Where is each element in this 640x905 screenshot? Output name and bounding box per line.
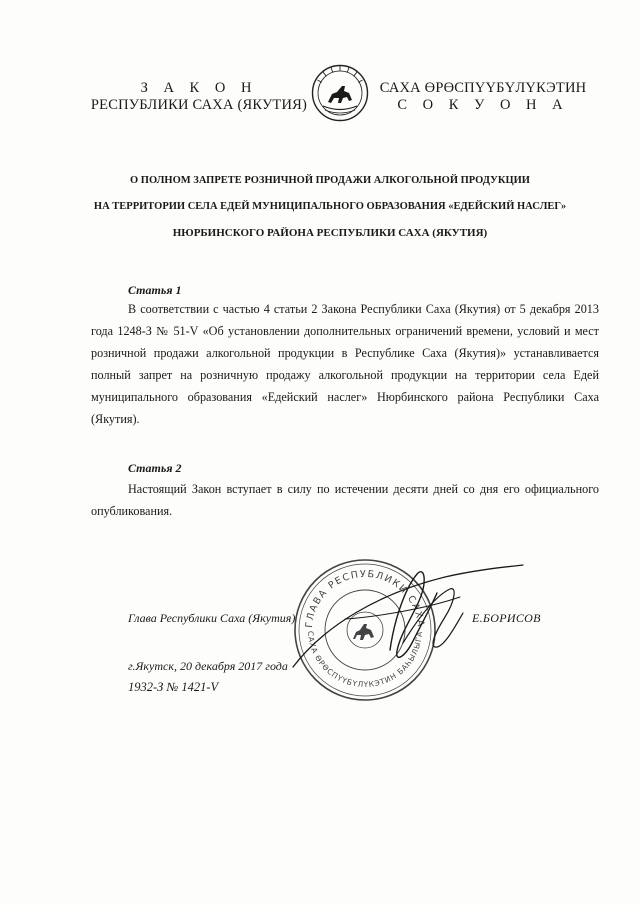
title-line-2: НА ТЕРРИТОРИИ СЕЛА ЕДЕЙ МУНИЦИПАЛЬНОГО ОБРАЗОВАНИЯ «ЕДЕЙСКИЙ НАСЛЕГ» bbox=[93, 201, 567, 212]
header-left bbox=[88, 80, 310, 114]
header-right-law: С О К У О Н А bbox=[397, 97, 569, 113]
title-line-3: НЮРБИНСКОГО РАЙОНА РЕСПУБЛИКИ САХА (ЯКУТИЯ) bbox=[172, 227, 488, 239]
header-right-republic: САХА ӨРӨСПҮҮБҮЛҮКЭТИН bbox=[379, 80, 587, 96]
header-left-republic: РЕСПУБЛИКИ САХА (ЯКУТИЯ) bbox=[90, 97, 308, 113]
coat-of-arms-emblem bbox=[311, 64, 369, 122]
seal-bottom-text: САХА ӨРӨСПҮҮБҮЛҮКЭТИН БАҺЫЛЫГА bbox=[305, 630, 425, 690]
article-1-heading: Статья 1 bbox=[128, 283, 182, 297]
title-line-1: О ПОЛНОМ ЗАПРЕТЕ РОЗНИЧНОЙ ПРОДАЖИ АЛКОГОЛЬНОЙ ПРОДУКЦИИ bbox=[130, 175, 530, 186]
article-2-text: Настоящий Закон вступает в силу по истечении десяти дней со дня его официального опубликования. bbox=[91, 482, 599, 518]
signatory-role: Глава Республики Саха (Якутия) bbox=[128, 611, 296, 625]
seal-top-text: ГЛАВА РЕСПУБЛИКИ САХА bbox=[303, 568, 427, 629]
article-2-heading: Статья 2 bbox=[128, 461, 182, 475]
header-right bbox=[372, 80, 594, 114]
document-title bbox=[60, 168, 600, 246]
signatory-name: Е.БОРИСОВ bbox=[472, 611, 541, 625]
law-number: 1932-З № 1421-V bbox=[128, 680, 219, 694]
article-1-text: В соответствии с частью 4 статьи 2 Закона Республики Саха (Якутия) от 5 декабря 2013 года 1248-З № 51-V «Об установлении дополнительных ограничений времени, условий и мест розничной продажи алкогольной продукции в Республике Саха (Якутия)» устанавливается полный запрет на розничную продажу алкогольной продукции на территории села Едей муниципального образования «Едейский наслег» Нюрбинского района Республики Саха (Якутия). bbox=[91, 302, 599, 426]
place-and-date: г.Якутск, 20 декабря 2017 года bbox=[128, 659, 288, 673]
header-left-law: З А К О Н bbox=[140, 80, 258, 96]
